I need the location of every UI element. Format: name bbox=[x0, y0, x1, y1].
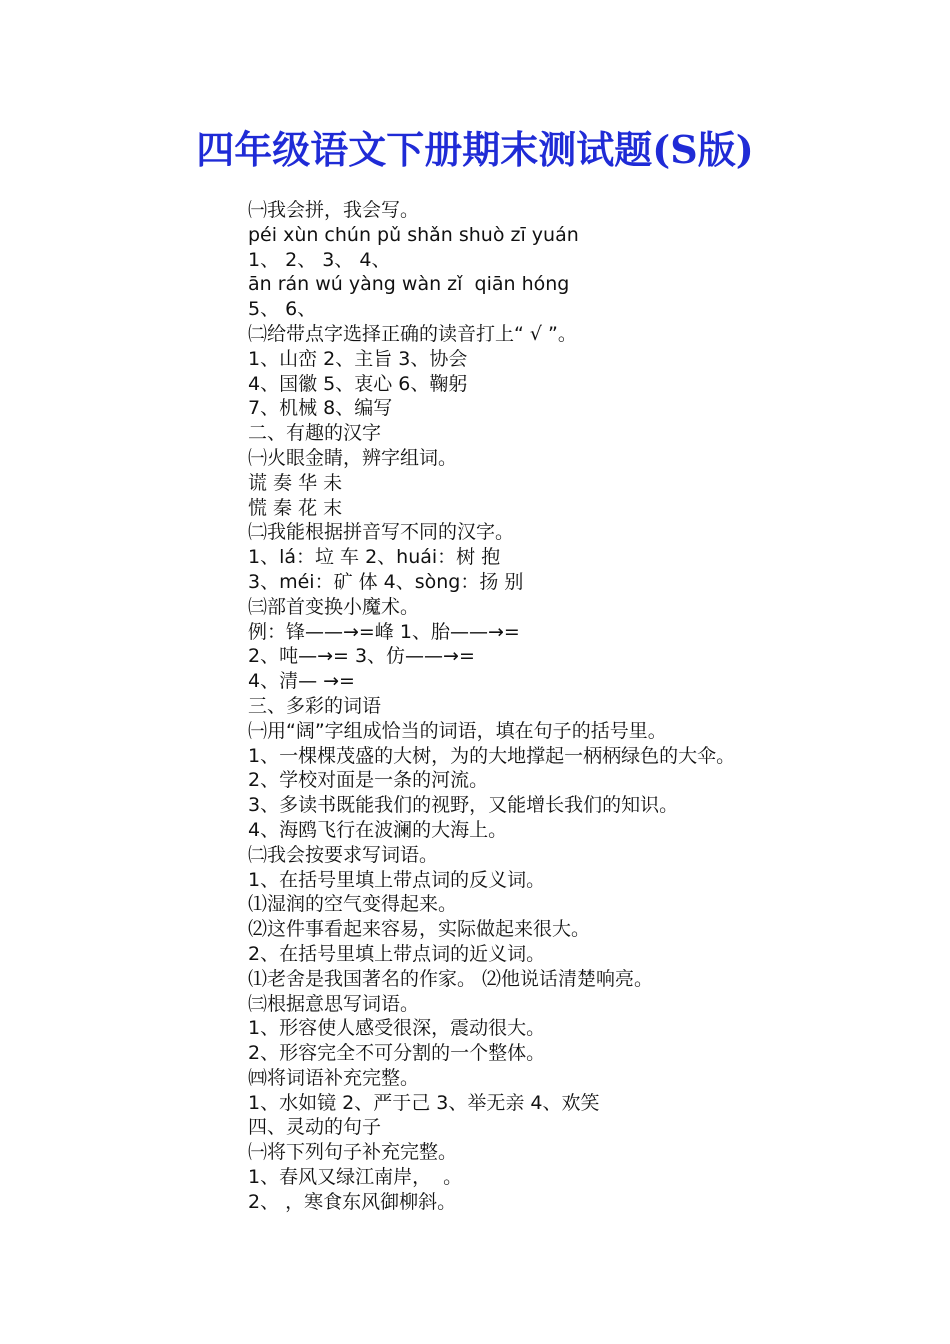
text-line: 3、méi：矿 体 4、sòng：扬 别 bbox=[248, 570, 524, 593]
text-line: 4、清— →= bbox=[248, 670, 355, 693]
text-line: 4、国徽 5、衷心 6、鞠躬 bbox=[248, 372, 468, 395]
text-line: 1、水如镜 2、严于己 3、举无亲 4、欢笑 bbox=[248, 1091, 600, 1114]
text-line: ⑴老舍是我国著名的作家。 ⑵他说话清楚响亮。 bbox=[248, 967, 654, 990]
text-line: ㈠将下列句子补充完整。 bbox=[248, 1141, 458, 1164]
text-line: 1、春风又绿江南岸， 。 bbox=[248, 1166, 463, 1189]
text-line: 慌 秦 花 末 bbox=[248, 496, 343, 519]
text-line: 1、 2、 3、 4、 bbox=[248, 248, 391, 271]
text-line: ㈢根据意思写词语。 bbox=[248, 992, 420, 1015]
text-line: péi xùn chún pǔ shǎn shuò zī yuán bbox=[248, 223, 579, 246]
text-line: 5、 6、 bbox=[248, 298, 317, 321]
text-line: 三、多彩的词语 bbox=[248, 694, 382, 717]
document-title: 四年级语文下册期末测试题(S版) bbox=[196, 127, 754, 172]
text-line: 2、 ，寒食东风御柳斜。 bbox=[248, 1190, 457, 1213]
text-line: ㈢部首变换小魔术。 bbox=[248, 595, 420, 618]
text-line: 1、一棵棵茂盛的大树，为的大地撑起一柄柄绿色的大伞。 bbox=[248, 744, 736, 767]
text-line: 2、学校对面是一条的河流。 bbox=[248, 769, 489, 792]
text-line: ㈠用“阔”字组成恰当的词语，填在句子的括号里。 bbox=[248, 719, 667, 742]
text-line: 7、机械 8、编写 bbox=[248, 397, 393, 420]
text-line: ㈡给带点字选择正确的读音打上“ √ ”。 bbox=[248, 322, 577, 345]
text-line: 四、灵动的句子 bbox=[248, 1116, 382, 1139]
text-line: 谎 奏 华 未 bbox=[248, 471, 343, 494]
text-line: ㈠我会拼，我会写。 bbox=[248, 199, 420, 221]
text-line: ㈣将词语补充完整。 bbox=[248, 1066, 420, 1089]
text-line: 2、吨—→= 3、仿——→= bbox=[248, 645, 475, 668]
text-line: 1、山峦 2、主旨 3、协会 bbox=[248, 347, 468, 370]
text-line: ⑵这件事看起来容易，实际做起来很大。 bbox=[248, 918, 591, 941]
text-line: 二、有趣的汉字 bbox=[248, 422, 382, 445]
text-line: 1、形容使人感受很深，震动很大。 bbox=[248, 1017, 546, 1040]
text-line: 4、海鸥飞行在波澜的大海上。 bbox=[248, 818, 508, 841]
text-line: ㈡我会按要求写词语。 bbox=[248, 843, 439, 866]
text-line: 1、在括号里填上带点词的反义词。 bbox=[248, 868, 546, 891]
text-line: ān rán wú yàng wàn zǐ qiān hóng bbox=[248, 273, 570, 296]
text-line: ㈠火眼金睛，辨字组词。 bbox=[248, 446, 458, 469]
text-line: 1、lá：垃 车 2、huái：树 抱 bbox=[248, 546, 501, 569]
document-body bbox=[248, 198, 938, 1215]
text-line: 3、多读书既能我们的视野，又能增长我们的知识。 bbox=[248, 794, 679, 817]
text-line: 例：锋——→=峰 1、胎——→= bbox=[248, 620, 520, 643]
text-line: ⑴湿润的空气变得起来。 bbox=[248, 893, 458, 916]
text-line: 2、形容完全不可分割的一个整体。 bbox=[248, 1042, 546, 1065]
text-line: ㈡我能根据拼音写不同的汉字。 bbox=[248, 521, 515, 544]
text-line: 2、在括号里填上带点词的近义词。 bbox=[248, 942, 546, 965]
